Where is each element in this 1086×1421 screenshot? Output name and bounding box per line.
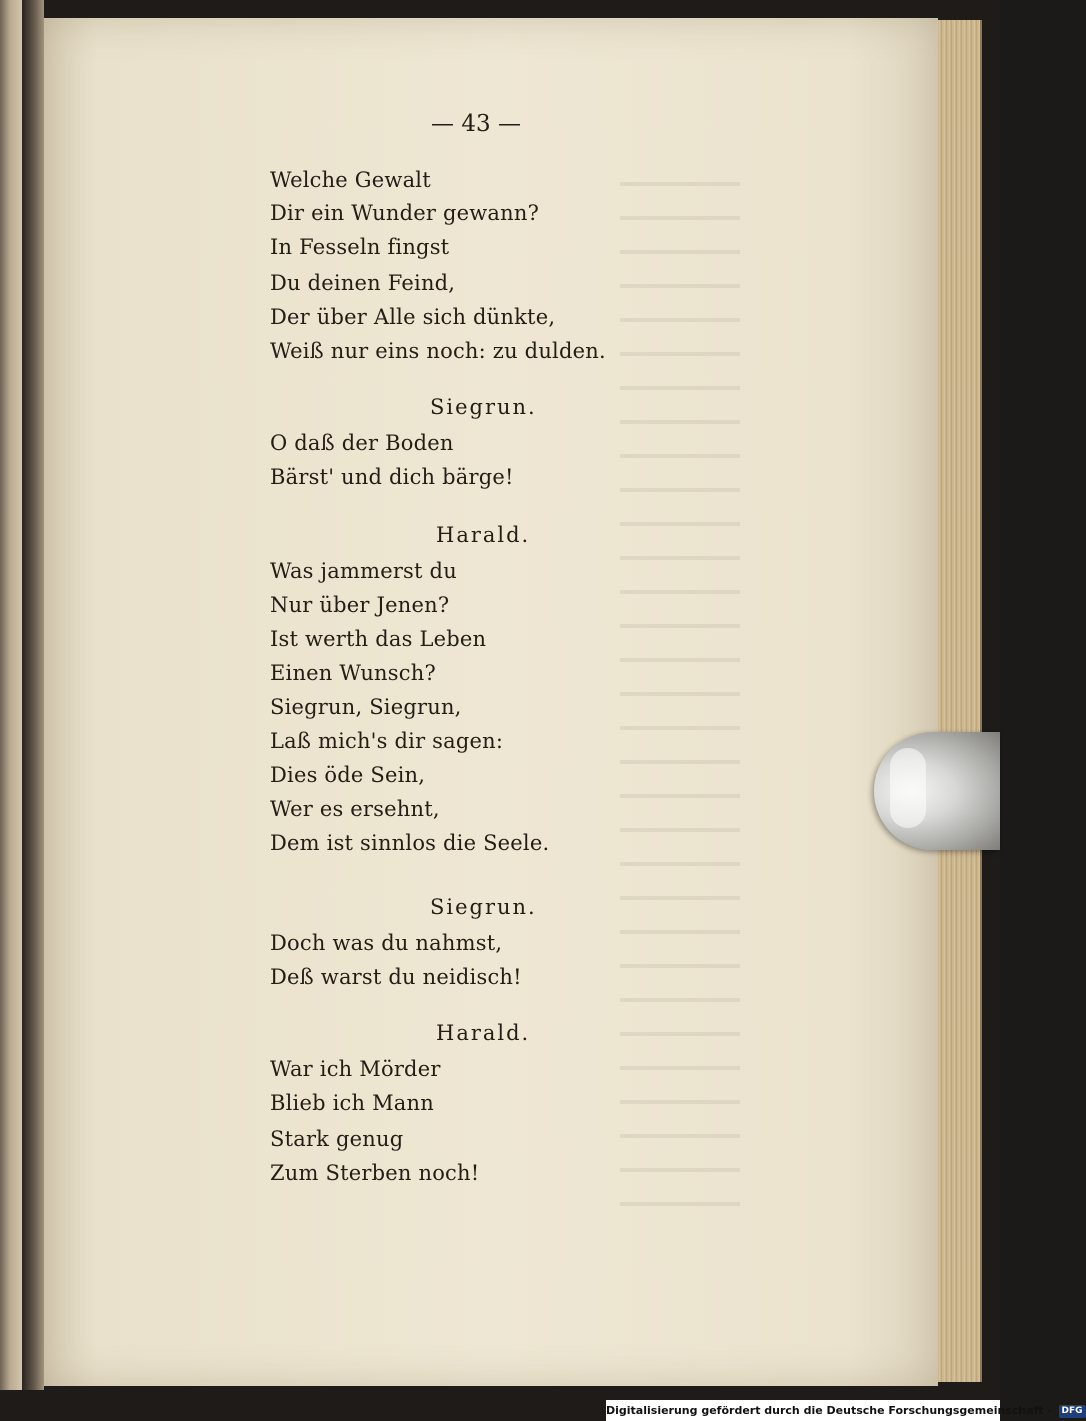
verse-line: Bärst' und dich bärge! — [270, 465, 514, 489]
verse-line: Dies öde Sein, — [270, 763, 426, 787]
verse-line: Einen Wunsch? — [270, 661, 436, 685]
dfg-logo: DFG — [1059, 1405, 1086, 1418]
verse-line: Siegrun, Siegrun, — [270, 695, 462, 719]
verse-line: Der über Alle sich dünkte, — [270, 305, 556, 329]
verse-line: O daß der Boden — [270, 431, 454, 455]
verse-line: Ist werth das Leben — [270, 627, 487, 651]
page-number-dash-left: — — [431, 111, 455, 137]
verse-line: Nur über Jenen? — [270, 593, 450, 617]
verse-line: Weiß nur eins noch: zu dulden. — [270, 339, 606, 363]
verse-line: Du deinen Feind, — [270, 271, 456, 295]
verse-line: Deß warst du neidisch! — [270, 965, 522, 989]
verse-line: Laß mich's dir sagen: — [270, 729, 504, 753]
verse-line: Doch was du nahmst, — [270, 931, 503, 955]
page-number — [404, 110, 548, 138]
verse-line: War ich Mörder — [270, 1057, 441, 1081]
footer-text: Digitalisierung gefördert durch die Deutsche Forschungsgemeinschaft · — [606, 1404, 1052, 1417]
verse-line: Blieb ich Mann — [270, 1091, 434, 1115]
speaker-name: Harald. — [436, 523, 531, 547]
digitization-credit-footer — [606, 1400, 1083, 1421]
verse-line: In Fesseln fingst — [270, 235, 450, 259]
speaker-name: Siegrun. — [430, 895, 537, 919]
verse-line: Stark genug — [270, 1127, 404, 1151]
speaker-name: Siegrun. — [430, 395, 537, 419]
verse-line: Wer es ersehnt, — [270, 797, 440, 821]
page-number-value: 43 — [461, 111, 491, 137]
verse-line: Was jammerst du — [270, 559, 457, 583]
verse-line: Dem ist sinnlos die Seele. — [270, 831, 550, 855]
speaker-name: Harald. — [436, 1021, 531, 1045]
verse-line: Dir ein Wunder gewann? — [270, 201, 540, 225]
page-number-dash-right: — — [497, 111, 521, 137]
verse-line: Welche Gewalt — [270, 168, 431, 192]
verse-line: Zum Sterben noch! — [270, 1161, 480, 1185]
